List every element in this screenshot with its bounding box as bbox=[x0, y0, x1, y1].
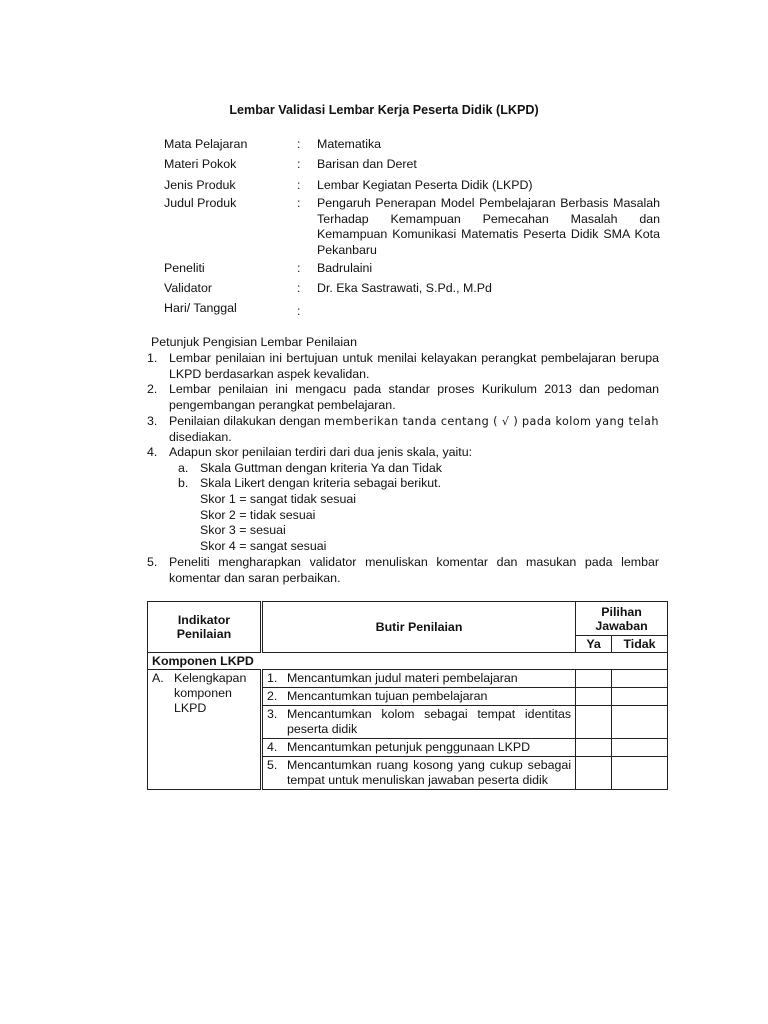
scale-letter: b. bbox=[178, 476, 189, 490]
info-label: Peneliti bbox=[164, 261, 205, 275]
butir-number: 2. bbox=[266, 689, 278, 703]
instruction-text-continued: disediakan. bbox=[169, 429, 232, 444]
butir-cell bbox=[261, 739, 575, 757]
butir-item bbox=[267, 740, 571, 755]
table-header-row bbox=[148, 602, 668, 636]
header-butir: Butir Penilaian bbox=[261, 602, 575, 653]
table-row bbox=[148, 670, 668, 688]
answer-tidak-cell[interactable] bbox=[612, 706, 668, 739]
instruction-text: Adapun skor penilaian terdiri dari dua jenis skala, yaitu: bbox=[169, 445, 473, 459]
info-value: Pengaruh Penerapan Model Pembelajaran Berbasis Masalah Terhadap Kemampuan Pemecahan Masalah dan Kemampuan Komunikasi Matematis Peserta Didik SMA Kota Pekanbaru bbox=[317, 196, 660, 257]
answer-tidak-cell[interactable] bbox=[612, 688, 668, 706]
rubric-table bbox=[147, 601, 668, 790]
butir-item bbox=[267, 758, 571, 788]
info-label: Materi Pokok bbox=[164, 157, 237, 171]
instruction-text-part: Penilaian dilakukan dengan bbox=[169, 414, 325, 428]
answer-ya-cell[interactable] bbox=[576, 688, 612, 706]
header-tidak: Tidak bbox=[612, 636, 668, 653]
info-label: Judul Produk bbox=[164, 196, 237, 210]
info-value: Dr. Eka Sastrawati, S.Pd., M.Pd bbox=[317, 281, 492, 295]
instruction-text-part-check: memberikan tanda centang ( √ ) pada kolom yang telah bbox=[324, 415, 659, 428]
answer-ya-cell[interactable] bbox=[576, 757, 612, 790]
scale-text: Skala Guttman dengan kriteria Ya dan Tidak bbox=[200, 461, 442, 475]
butir-cell bbox=[261, 688, 575, 706]
info-label: Jenis Produk bbox=[164, 178, 236, 192]
answer-ya-cell[interactable] bbox=[576, 706, 612, 739]
answer-ya-cell[interactable] bbox=[576, 739, 612, 757]
instruction-text bbox=[169, 414, 659, 430]
butir-number: 5. bbox=[266, 758, 278, 772]
indicator-item bbox=[152, 671, 256, 716]
indicator-cell bbox=[148, 670, 262, 790]
indicator-letter: A. bbox=[152, 671, 164, 685]
instructions-heading: Petunjuk Pengisian Lembar Penilaian bbox=[151, 335, 357, 349]
info-value: Matematika bbox=[317, 137, 382, 151]
butir-item bbox=[267, 689, 571, 704]
score-line-1: Skor 1 = sangat tidak sesuai bbox=[200, 492, 357, 506]
info-label: Validator bbox=[164, 281, 212, 295]
butir-text: Mencantumkan tujuan pembelajaran bbox=[286, 689, 488, 703]
scale-text: Skala Likert dengan kriteria sebagai berikut. bbox=[200, 476, 442, 490]
info-value: Lembar Kegiatan Peserta Didik (LKPD) bbox=[317, 178, 533, 192]
instruction-text: Peneliti mengharapkan validator menuliskan komentar dan masukan pada lembar komentar dan saran perbaikan. bbox=[169, 555, 659, 585]
butir-item bbox=[267, 671, 571, 686]
score-line-2: Skor 2 = tidak sesuai bbox=[200, 508, 316, 522]
info-colon: : bbox=[297, 196, 301, 210]
header-indikator: Indikator Penilaian bbox=[148, 602, 262, 653]
info-colon: : bbox=[297, 137, 301, 151]
header-ya: Ya bbox=[576, 636, 612, 653]
butir-number: 3. bbox=[266, 707, 278, 721]
info-colon: : bbox=[297, 281, 301, 295]
info-colon: : bbox=[297, 178, 301, 192]
score-line-3: Skor 3 = sesuai bbox=[200, 523, 286, 537]
instruction-number: 5. bbox=[147, 555, 158, 569]
info-value: Barisan dan Deret bbox=[317, 157, 417, 171]
info-colon: : bbox=[297, 261, 301, 275]
score-line-4: Skor 4 = sangat sesuai bbox=[200, 539, 327, 553]
butir-text: Mencantumkan ruang kosong yang cukup sebagai tempat untuk menuliskan jawaban peserta didik bbox=[286, 758, 572, 787]
indicator-text: Kelengkapan komponen LKPD bbox=[174, 671, 247, 715]
butir-text: Mencantumkan kolom sebagai tempat identitas peserta didik bbox=[286, 707, 572, 736]
header-pilihan: Pilihan Jawaban bbox=[576, 602, 668, 636]
butir-cell bbox=[261, 670, 575, 688]
butir-number: 4. bbox=[266, 740, 278, 754]
instruction-text: Lembar penilaian ini bertujuan untuk menilai kelayakan perangkat pembelajaran berupa LKPD berdasarkan aspek kevalidan. bbox=[169, 351, 659, 381]
butir-number: 1. bbox=[266, 671, 278, 685]
instruction-number: 1. bbox=[147, 351, 158, 365]
instruction-number: 3. bbox=[147, 414, 158, 428]
info-colon: : bbox=[297, 304, 301, 318]
info-colon: : bbox=[297, 157, 301, 171]
answer-ya-cell[interactable] bbox=[576, 670, 612, 688]
instruction-text: Lembar penilaian ini mengacu pada standar proses Kurikulum 2013 dan pedoman pengembangan perangkat pembelajaran. bbox=[169, 382, 659, 412]
answer-tidak-cell[interactable] bbox=[612, 670, 668, 688]
section-row bbox=[148, 653, 668, 670]
info-label: Hari/ Tanggal bbox=[164, 301, 237, 315]
section-title: Komponen LKPD bbox=[148, 653, 668, 670]
butir-cell bbox=[261, 757, 575, 790]
butir-text: Mencantumkan judul materi pembelajaran bbox=[286, 671, 518, 685]
answer-tidak-cell[interactable] bbox=[612, 757, 668, 790]
answer-tidak-cell[interactable] bbox=[612, 739, 668, 757]
instruction-number: 4. bbox=[147, 445, 158, 459]
info-value: Badrulaini bbox=[317, 261, 373, 275]
info-label: Mata Pelajaran bbox=[164, 137, 248, 151]
butir-cell bbox=[261, 706, 575, 739]
butir-item bbox=[267, 707, 571, 737]
page-title: Lembar Validasi Lembar Kerja Peserta Didik (LKPD) bbox=[229, 103, 539, 117]
instruction-number: 2. bbox=[147, 382, 158, 396]
scale-letter: a. bbox=[178, 461, 189, 475]
butir-text: Mencantumkan petunjuk penggunaan LKPD bbox=[286, 740, 531, 754]
